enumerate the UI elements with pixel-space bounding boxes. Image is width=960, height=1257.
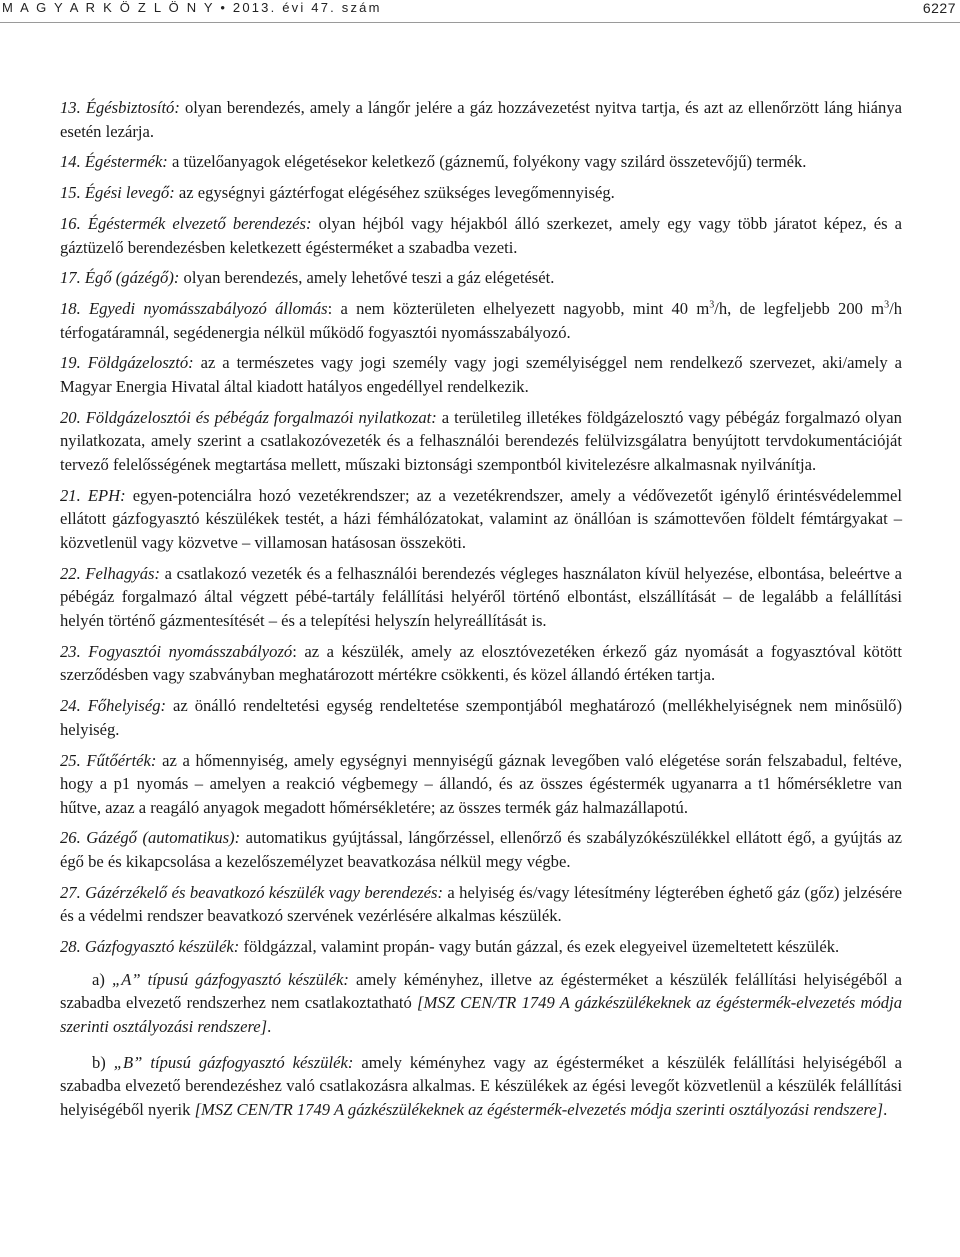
publication-title: M A G Y A R K Ö Z L Ö N Y • 2013. évi 47. szám bbox=[2, 0, 382, 15]
definition-24 bbox=[60, 694, 902, 741]
definition-27 bbox=[60, 881, 902, 928]
item-number: 19. bbox=[60, 353, 81, 373]
item-number: 28. bbox=[60, 937, 81, 957]
definition-23 bbox=[60, 640, 902, 687]
defined-term: Égéstermék: bbox=[84, 152, 168, 172]
defined-term: Égésbiztosító: bbox=[85, 98, 180, 117]
definition-text: automatikus gyújtással, lángőrzéssel, ellenőrző és szabályzókészülékkel ellátott égő, a gyújtás az égő be és kikapcsolása a kezelőszemélyzet beavatkozása nélkül megy végbe. bbox=[60, 828, 903, 872]
definition-26 bbox=[60, 826, 902, 873]
definition-text: olyan berendezés, amely a lángőr jelére a gáz hozzávezetést nyitva tartja, és azt az ellenőrzött láng hiánya esetén lezárja. bbox=[60, 98, 902, 141]
item-number: 15. bbox=[60, 183, 81, 203]
defined-term: „A” típusú gázfogyasztó készülék: bbox=[111, 969, 349, 989]
defined-term: Égő (gázégő): bbox=[84, 268, 180, 288]
definition-28 bbox=[60, 935, 902, 959]
definition-text: földgázzal, valamint propán- vagy bután gázzal, és ezek elegyeivel üzemeltetett készülék. bbox=[239, 937, 840, 957]
definition-text: az a természetes vagy jogi személy vagy jogi személyiséggel nem rendelkező szervezet, aki/amely a Magyar Energia Hivatal által kiadott hatályos engedéllyel rendelkezik. bbox=[60, 353, 902, 397]
defined-term: EPH: bbox=[87, 485, 126, 505]
item-number: 18. bbox=[60, 299, 81, 319]
subitem-a bbox=[60, 968, 902, 1039]
superscript: 3 bbox=[709, 299, 715, 311]
definition-text: amely kéményhez, illetve az égésterméket a készülék felállítási helyiségéből a szabadba elvezető rendszerhez nem csatlakoztatható bbox=[60, 969, 903, 1013]
defined-term: Égési levegő: bbox=[84, 183, 175, 203]
item-number: 23. bbox=[60, 641, 81, 661]
subitem-label: a) bbox=[92, 969, 105, 989]
definition-18 bbox=[60, 297, 902, 344]
defined-term: Gázfogyasztó készülék: bbox=[84, 937, 240, 957]
defined-term: Égéstermék elvezető berendezés: bbox=[87, 213, 312, 233]
definition-16 bbox=[60, 212, 902, 259]
definition-text: : az a készülék, amely az elosztóvezetéken érkező gáz nyomását a fogyasztóval kötött szerződésben vagy szabványban meghatározott mértékre csökkenti, és közel állandó értéken tartja. bbox=[60, 641, 902, 685]
definition-text: amely kéményhez vagy az égésterméket a készülék felállítási helyiségéből a szabadba elvezető berendezéshez való csatlakozásra alkalmas. E készülékek az égési levegőt közvetlenül a készülék felállítási helyiségéből nyerik bbox=[60, 1052, 902, 1119]
definition-text: egyen-potenciálra hozó vezetékrendszer; az a vezetékrendszer, amely a védővezetőt igénylő érintésvédelemmel ellátott gázfogyasztó készülékek testét, a házi fémhálózatokat, valamint az önállóan is számottevően földelt fémtárgyakat – közvetlenül vagy közvetve – villamosan hatásosan összeköti. bbox=[60, 485, 902, 552]
item-number: 16. bbox=[60, 213, 81, 233]
item-number: 25. bbox=[60, 750, 81, 770]
item-number: 14. bbox=[60, 152, 81, 172]
definition-text: az egységnyi gáztérfogat elégéséhez szükséges levegőmennyiség. bbox=[174, 183, 615, 203]
item-number: 21. bbox=[60, 485, 81, 505]
defined-term: Fogyasztói nyomásszabályozó bbox=[88, 641, 293, 661]
page-number: 6227 bbox=[922, 0, 956, 16]
standard-reference: [MSZ CEN/TR 1749 A gázkészülékeknek az égéstermék-elvezetés módja szerinti osztályozási rendszere] bbox=[60, 993, 902, 1036]
item-number: 24. bbox=[60, 696, 81, 716]
definitions-list bbox=[60, 96, 902, 1133]
definition-text: a helyiség és/vagy létesítmény légterében éghető gáz (gőz) jelzésére és a védelmi rendszer beavatkozó szervének vezérlésére alkalmas készülék. bbox=[60, 882, 902, 926]
definition-text: az a hőmennyiség, amely egységnyi mennyiségű gáznak levegőben való elégetése során felszabadul, feltéve, hogy a p1 nyomás – amelyen a reakció végbemegy – állandó, és az összes égéstermék ugyanarra a t1 hőmérsékletre van hűtve, azaz a reagáló anyagok megadott hőmérsékletére; az összes termék gáz halmazállapotú. bbox=[60, 750, 903, 817]
standard-reference: [MSZ CEN/TR 1749 A gázkészülékeknek az égéstermék-elvezetés módja szerinti osztályozási rendszere] bbox=[194, 1099, 884, 1119]
defined-term: Gázégő (automatikus): bbox=[86, 828, 241, 848]
defined-term: Földgázelosztó: bbox=[87, 353, 194, 373]
definition-text: az önálló rendeltetési egység rendeltetése szempontjából meghatározó (mellékhelyiségnek nem minősülő) helyiség. bbox=[60, 696, 902, 739]
superscript: 3 bbox=[884, 299, 890, 311]
defined-term: „B” típusú gázfogyasztó készülék: bbox=[113, 1052, 354, 1072]
item-number: 20. bbox=[60, 407, 81, 427]
definition-17 bbox=[60, 266, 902, 290]
definition-text: /h, de legfeljebb 200 m bbox=[714, 299, 885, 319]
subitem-b bbox=[60, 1051, 902, 1122]
sentence-end: . bbox=[267, 1017, 272, 1036]
defined-term: Fűtőérték: bbox=[86, 750, 157, 770]
definition-text: a területileg illetékes földgázelosztó vagy pébégáz forgalmazó olyan nyilatkozata, amely szerint a csatlakozóvezeték és a felhasználói berendezés felülvizsgálatra benyújtott tervdokumentációját tervező felelősségének megtartása mellett, műszaki biztonsági szempontból kivitelezésre alkalmasnak nyilvánítja. bbox=[60, 407, 902, 475]
item-number: 27. bbox=[60, 882, 81, 902]
defined-term: Egyedi nyomásszabályozó állomás bbox=[89, 299, 328, 319]
defined-term: Főhelyiség: bbox=[87, 696, 167, 716]
definition-text: /h térfogatáramnál, segédenergia nélkül működő fogyasztói nyomásszabályozó. bbox=[60, 299, 902, 342]
item-number: 26. bbox=[60, 828, 81, 848]
definition-25 bbox=[60, 749, 902, 820]
definition-13 bbox=[60, 96, 902, 143]
item-number: 13. bbox=[60, 98, 81, 117]
definition-22 bbox=[60, 562, 902, 633]
definition-text: olyan berendezés, amely lehetővé teszi a gáz elégetését. bbox=[179, 268, 555, 288]
definition-14 bbox=[60, 150, 902, 174]
definition-text: a csatlakozó vezeték és a felhasználói berendezés végleges használaton kívül helyezése, elbontása, beleértve a pébégáz forgalmazó által végzett pébé-tartály felállítási helyéről történő elbontást, elszállítását – de legalább a felállítási helyén történő gázmentesítését – és a telepítési helyszín helyreállítását is. bbox=[60, 563, 902, 630]
item-number: 17. bbox=[60, 268, 81, 288]
item-number: 22. bbox=[60, 563, 81, 583]
page-header bbox=[0, 0, 960, 23]
definition-text: olyan héjból vagy héjakból álló szerkezet, amely egy vagy több járatot képez, és a gáztüzelő berendezésben keletkezett égésterméket a szabadba vezeti. bbox=[60, 213, 903, 257]
definition-text: : a nem közterületen elhelyezett nagyobb, mint 40 m bbox=[327, 299, 710, 319]
definition-21 bbox=[60, 484, 902, 555]
definition-19 bbox=[60, 351, 902, 398]
defined-term: Gázérzékelő és beavatkozó készülék vagy berendezés: bbox=[85, 882, 443, 902]
subitem-label: b) bbox=[92, 1052, 106, 1072]
definition-text: a tüzelőanyagok elégetésekor keletkező (gáznemű, folyékony vagy szilárd összetevőjű) termék. bbox=[167, 152, 807, 172]
defined-term: Földgázelosztói és pébégáz forgalmazói nyilatkozat: bbox=[85, 407, 437, 427]
sentence-end: . bbox=[883, 1099, 888, 1119]
defined-term: Felhagyás: bbox=[85, 563, 161, 583]
definition-15 bbox=[60, 181, 902, 205]
definition-20 bbox=[60, 406, 902, 477]
